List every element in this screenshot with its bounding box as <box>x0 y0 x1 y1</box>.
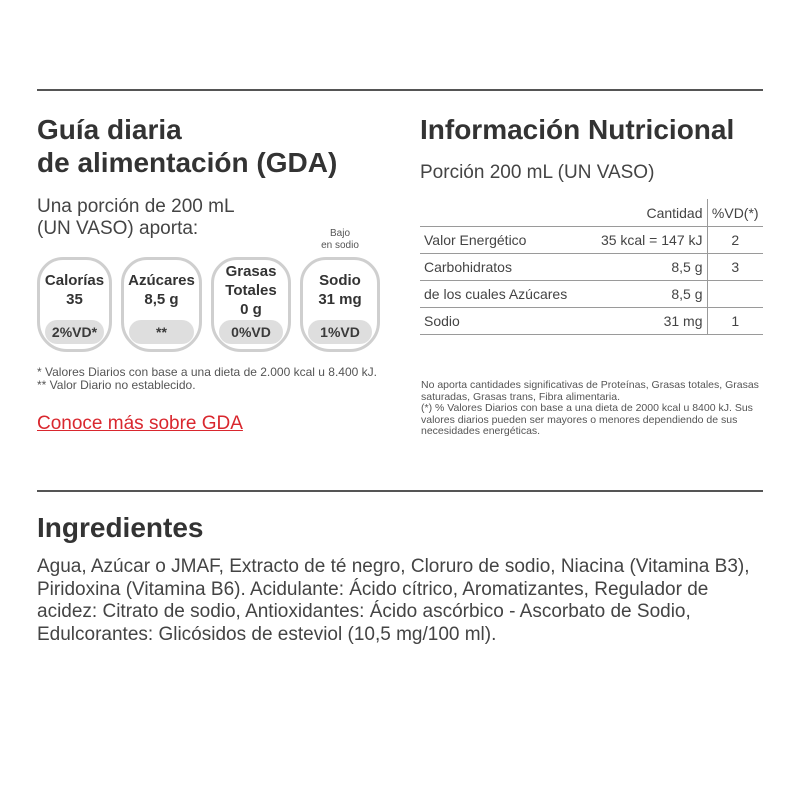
learn-more-gda-link[interactable]: Conoce más sobre GDA <box>37 413 243 434</box>
row-label: de los cuales Azúcares <box>420 281 577 308</box>
gda-title-line-1: Guía diaria <box>37 114 182 145</box>
badge-label: Sodio <box>319 272 361 289</box>
table-row <box>420 281 763 308</box>
nutrition-footnote-1: No aporta cantidades significativas de Proteínas, Grasas totales, Grasas saturadas, Grasas trans, Fibra alimentaria. <box>421 379 759 403</box>
low-sodium-label <box>318 228 362 252</box>
gda-badge-sugars <box>121 257 202 352</box>
low-sodium-line-2: en sodio <box>321 240 359 251</box>
row-label: Carbohidratos <box>420 254 577 281</box>
gda-portion-line-2: (UN VASO) aporta: <box>37 218 199 239</box>
row-label: Valor Energético <box>420 227 577 254</box>
badge-label: Azúcares <box>128 272 195 289</box>
gda-footnote-2: ** Valor Diario no establecido. <box>37 378 196 392</box>
row-vd <box>707 281 763 308</box>
gda-footnote-1: * Valores Diarios con base a una dieta de 2.000 kcal u 8.400 kJ. <box>37 365 377 379</box>
badge-value: 31 mg <box>318 291 362 308</box>
gda-badge-total-fat <box>211 257 291 352</box>
row-label: Sodio <box>420 308 577 335</box>
badge-vd-pill: ** <box>129 320 194 344</box>
badge-content <box>214 260 288 320</box>
gda-footnotes <box>37 366 377 392</box>
badge-label: Calorías <box>44 272 105 289</box>
gda-portion-text <box>37 196 235 240</box>
nutrition-portion: Porción 200 mL (UN VASO) <box>420 162 655 183</box>
section-divider <box>37 490 763 492</box>
row-vd: 3 <box>707 254 763 281</box>
top-divider <box>37 89 763 91</box>
table-row <box>420 254 763 281</box>
table-header-row <box>420 199 763 227</box>
nutrition-title: Información Nutricional <box>420 114 735 145</box>
row-amount: 8,5 g <box>577 281 707 308</box>
badge-value: 35 <box>66 291 83 308</box>
gda-badges <box>37 257 380 352</box>
gda-title <box>37 113 337 179</box>
badge-label: Grasas Totales <box>225 262 277 299</box>
nutrition-footnote-2: (*) % Valores Diarios con base a una dieta de 2000 kcal u 8400 kJ. Sus valores diarios pueden ser mayores o menores dependiendo de sus necesidades energéticas. <box>421 402 753 437</box>
ingredients-text: Agua, Azúcar o JMAF, Extracto de té negro, Cloruro de sodio, Niacina (Vitamina B3), Piridoxina (Vitamina B6). Acidulante: Ácido cítrico, Aromatizantes, Regulador de acidez: Citrato de sodio, Antioxidantes: Ácido ascórbico - Ascorbato de Sodio, Edulcorantes: Glicósidos de esteviol (10,5 mg/100 ml). <box>37 556 750 645</box>
table-row <box>420 308 763 335</box>
badge-content <box>40 260 109 320</box>
badge-content <box>303 260 377 320</box>
row-amount: 35 kcal = 147 kJ <box>577 227 707 254</box>
table-row <box>420 227 763 254</box>
header-nutrient <box>420 199 577 227</box>
badge-value: 8,5 g <box>144 291 179 308</box>
nutrition-footnotes <box>421 380 763 438</box>
badge-vd-pill: 2%VD* <box>45 320 104 344</box>
badge-content <box>124 260 199 320</box>
row-amount: 8,5 g <box>577 254 707 281</box>
badge-vd-pill: 0%VD <box>219 320 283 344</box>
row-amount: 31 mg <box>577 308 707 335</box>
low-sodium-line-1: Bajo <box>329 228 350 239</box>
row-vd: 1 <box>707 308 763 335</box>
badge-vd-pill: 1%VD <box>308 320 372 344</box>
gda-badge-sodium <box>300 257 380 352</box>
gda-portion-line-1: Una porción de 200 mL <box>37 196 235 217</box>
row-vd: 2 <box>707 227 763 254</box>
gda-badge-calories <box>37 257 112 352</box>
gda-title-line-2: de alimentación (GDA) <box>37 147 338 178</box>
header-vd: %VD(*) <box>707 199 763 227</box>
ingredients-title: Ingredientes <box>37 512 204 543</box>
nutrition-table <box>420 199 763 335</box>
header-amount: Cantidad <box>577 199 707 227</box>
badge-value: 0 g <box>240 300 262 318</box>
